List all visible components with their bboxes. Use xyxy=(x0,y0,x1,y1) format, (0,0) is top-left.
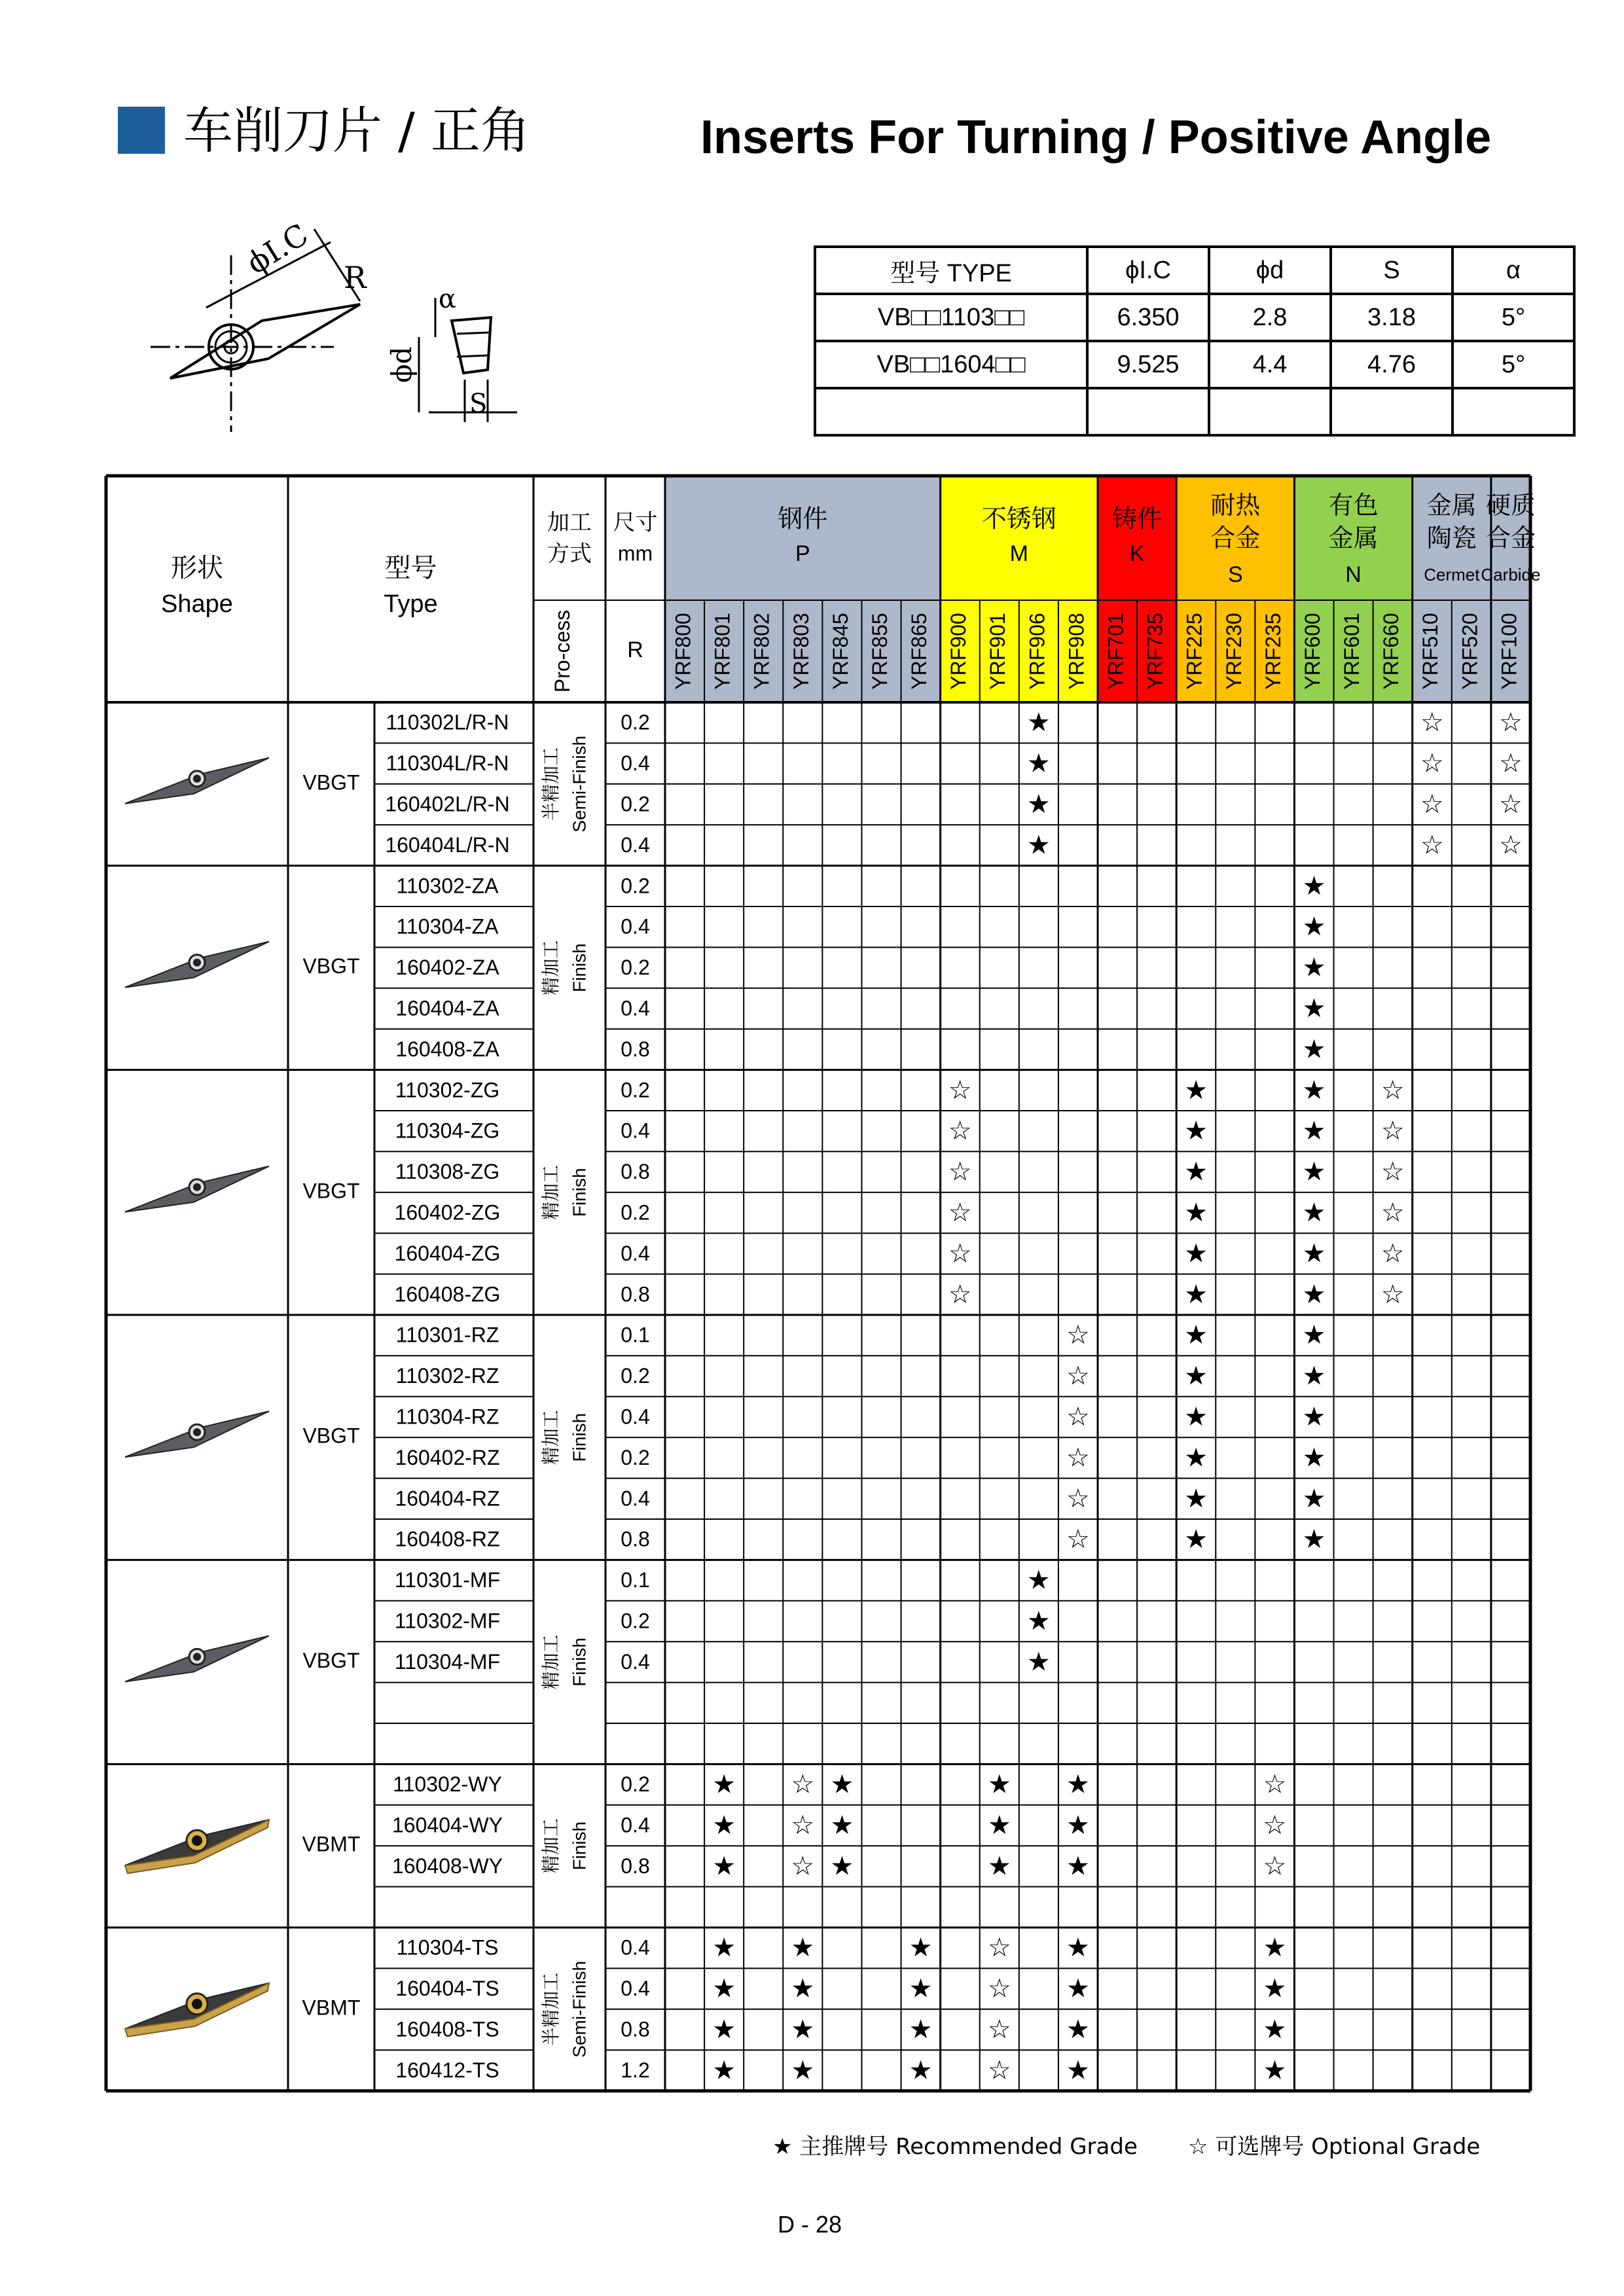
optional-star: ☆ xyxy=(987,2055,1011,2086)
optional-star: ☆ xyxy=(1066,1483,1090,1514)
grade-label-yrf100: YRF100 xyxy=(1497,613,1521,690)
recommended-star: ★ xyxy=(987,1810,1011,1840)
optional-star: ☆ xyxy=(1420,789,1444,819)
recommended-star: ★ xyxy=(1302,994,1326,1024)
recommended-star: ★ xyxy=(909,1933,933,1964)
optional-star: ☆ xyxy=(1499,708,1523,738)
optional-star: ☆ xyxy=(1499,748,1523,779)
recommended-star: ★ xyxy=(1263,1933,1287,1964)
recommended-star: ★ xyxy=(1184,1238,1208,1269)
process-en-label: Semi-Finish xyxy=(569,735,590,833)
legend-recommended: ★ 主推牌号 Recommended Grade xyxy=(772,2134,1138,2160)
corner-radius: 0.4 xyxy=(621,1977,650,2001)
recommended-star: ★ xyxy=(1026,1647,1051,1677)
grade-label-yrf801: YRF801 xyxy=(710,613,734,690)
grade-label-yrf901: YRF901 xyxy=(986,613,1010,690)
optional-star: ☆ xyxy=(1420,748,1444,779)
recommended-star: ★ xyxy=(791,2055,815,2086)
corner-radius: 0.4 xyxy=(621,1649,650,1674)
recommended-star: ★ xyxy=(1302,1238,1326,1269)
dimension-cell: VB□□1103□□ xyxy=(815,294,1087,341)
recommended-star: ★ xyxy=(1066,1973,1090,2004)
insert-image-vbmt-wy xyxy=(125,1820,269,1873)
dimension-cell: 3.18 xyxy=(1331,294,1453,341)
corner-radius: 0.4 xyxy=(621,914,650,939)
recommended-star: ★ xyxy=(1066,1769,1090,1800)
insert-code: 160404-ZA xyxy=(395,996,499,1020)
optional-star: ☆ xyxy=(791,1810,815,1840)
optional-star: ☆ xyxy=(948,1157,972,1187)
corner-radius: 0.8 xyxy=(621,1282,650,1306)
optional-star: ☆ xyxy=(1066,1402,1090,1432)
insert-type-label: VBGT xyxy=(302,1424,360,1448)
recommended-star: ★ xyxy=(909,2055,933,2086)
dimension-header-cell: 型号 TYPE xyxy=(815,247,1087,294)
optional-star: ☆ xyxy=(791,1851,815,1882)
type-header-cn: 型号 xyxy=(384,553,437,583)
recommended-star: ★ xyxy=(1184,1075,1208,1105)
recommended-star: ★ xyxy=(1184,1279,1208,1310)
insert-image-vbgt-za xyxy=(125,942,269,988)
diagram-label-alpha: α xyxy=(439,284,457,314)
grade-group-name: 耐热合金 xyxy=(1210,491,1261,552)
corner-radius: 0.2 xyxy=(621,1200,650,1225)
recommended-star: ★ xyxy=(1184,1320,1208,1351)
insert-code: 160408-RZ xyxy=(395,1527,500,1551)
optional-star: ☆ xyxy=(1499,789,1523,819)
grade-group-code: M xyxy=(1009,541,1028,566)
recommended-star: ★ xyxy=(712,1851,736,1882)
corner-radius: 0.2 xyxy=(621,1772,650,1797)
page-title-en: Inserts For Turning / Positive Angle xyxy=(700,111,1492,164)
recommended-star: ★ xyxy=(1302,1524,1326,1555)
corner-radius: 0.1 xyxy=(621,1568,650,1592)
insert-code: 160404L/R-N xyxy=(385,833,510,857)
recommended-star: ★ xyxy=(1184,1361,1208,1391)
optional-star: ☆ xyxy=(1380,1157,1405,1187)
optional-star: ☆ xyxy=(1420,708,1444,738)
type-header-en: Type xyxy=(384,590,438,619)
corner-radius: 0.8 xyxy=(621,1037,650,1061)
recommended-star: ★ xyxy=(1302,1361,1326,1391)
insert-code: 160408-ZG xyxy=(394,1282,501,1306)
recommended-star: ★ xyxy=(1026,1565,1051,1596)
recommended-star: ★ xyxy=(1302,912,1326,942)
grade-group-name: 不锈钢 xyxy=(981,504,1056,533)
insert-code: 110304-RZ xyxy=(395,1405,499,1429)
corner-radius: 0.4 xyxy=(621,1241,650,1265)
grade-label-yrf510: YRF510 xyxy=(1418,613,1443,690)
optional-star: ☆ xyxy=(1066,1443,1090,1473)
corner-radius: 0.2 xyxy=(621,792,650,816)
optional-star: ☆ xyxy=(1380,1238,1405,1269)
corner-radius: 0.8 xyxy=(621,2017,650,2041)
recommended-star: ★ xyxy=(712,1769,736,1800)
insert-image-vbmt-ts xyxy=(125,1983,269,2037)
insert-code: 110302-WY xyxy=(393,1772,502,1797)
grade-group-name: 硬质合金 xyxy=(1485,491,1536,552)
insert-image-vbgt-mf xyxy=(125,1636,269,1681)
grade-label-yrf660: YRF660 xyxy=(1379,613,1403,690)
process-cn-label: 精加工 xyxy=(540,1818,562,1874)
recommended-star: ★ xyxy=(791,1973,815,2004)
process-en-label: Semi-Finish xyxy=(569,1960,590,2058)
recommended-star: ★ xyxy=(1026,708,1051,738)
insert-code: 110302L/R-N xyxy=(386,710,509,734)
corner-radius: 0.2 xyxy=(621,874,650,898)
recommended-star: ★ xyxy=(1302,1483,1326,1514)
recommended-star: ★ xyxy=(909,2015,933,2045)
insert-type-label: VBGT xyxy=(302,1648,360,1672)
recommended-star: ★ xyxy=(1184,1443,1208,1473)
corner-radius: 0.8 xyxy=(621,1527,650,1551)
insert-code: 160412-TS xyxy=(395,2058,499,2082)
process-cn-label: 精加工 xyxy=(540,1410,562,1465)
page-title-cn: 车削刀片 / 正角 xyxy=(183,101,530,160)
shape-header-cn: 形状 xyxy=(171,553,223,583)
corner-radius: 0.4 xyxy=(621,1813,650,1837)
insert-code: 160402-RZ xyxy=(395,1445,500,1469)
dimension-header-cell: S xyxy=(1331,247,1453,294)
recommended-star: ★ xyxy=(1302,1198,1326,1228)
corner-radius: 0.4 xyxy=(621,996,650,1020)
insert-code: 110301-MF xyxy=(394,1568,501,1592)
grade-group-code: N xyxy=(1345,562,1362,587)
process-cn-label: 精加工 xyxy=(540,1634,562,1690)
optional-star: ☆ xyxy=(1380,1279,1405,1310)
corner-radius: 0.2 xyxy=(621,1078,650,1102)
insert-code: 110301-RZ xyxy=(395,1323,499,1347)
size-header-unit: mm xyxy=(617,541,653,565)
recommended-star: ★ xyxy=(909,1973,933,2004)
recommended-star: ★ xyxy=(791,1933,815,1964)
process-en-label: Finish xyxy=(569,943,590,992)
grade-group-name: 有色金属 xyxy=(1328,491,1379,552)
corner-radius: 0.2 xyxy=(621,1609,650,1633)
dimension-header-cell: ϕd xyxy=(1209,247,1331,294)
optional-star: ☆ xyxy=(1380,1116,1405,1147)
optional-star: ☆ xyxy=(1066,1524,1090,1555)
dimension-cell: 9.525 xyxy=(1087,341,1209,388)
recommended-star: ★ xyxy=(1066,2055,1090,2086)
recommended-star: ★ xyxy=(1184,1402,1208,1432)
dimension-header-cell: α xyxy=(1453,247,1574,294)
recommended-star: ★ xyxy=(1302,1157,1326,1187)
recommended-star: ★ xyxy=(1302,870,1326,901)
process-sub-header: Pro-cess xyxy=(550,609,574,693)
optional-star: ☆ xyxy=(948,1075,972,1105)
insert-code: 110304-TS xyxy=(396,1935,499,1960)
grade-label-yrf865: YRF865 xyxy=(907,613,931,690)
size-header-cn: 尺寸 xyxy=(613,509,658,536)
corner-radius: 0.8 xyxy=(621,1160,650,1184)
grade-group-code: Cermet xyxy=(1424,564,1480,584)
optional-star: ☆ xyxy=(987,1933,1011,1964)
recommended-star: ★ xyxy=(1263,2015,1287,2045)
insert-code: 110302-ZA xyxy=(396,874,499,898)
legend-optional: ☆ 可选牌号 Optional Grade xyxy=(1188,2134,1481,2160)
grade-label-yrf701: YRF701 xyxy=(1104,613,1128,690)
diagram-label-ic: ϕI.C xyxy=(240,216,315,281)
recommended-star: ★ xyxy=(1302,1320,1326,1351)
insert-image-vbgt-zg xyxy=(125,1166,269,1212)
corner-radius: 0.4 xyxy=(621,833,650,857)
insert-code: 110302-MF xyxy=(394,1609,501,1633)
dimension-cell: VB□□1604□□ xyxy=(815,341,1087,388)
recommended-star: ★ xyxy=(987,1769,1011,1800)
grade-group-code: P xyxy=(795,541,810,566)
optional-star: ☆ xyxy=(987,2015,1011,2045)
dimension-cell: 5° xyxy=(1453,341,1574,388)
optional-star: ☆ xyxy=(1263,1810,1287,1840)
recommended-star: ★ xyxy=(712,2015,736,2045)
grade-label-yrf908: YRF908 xyxy=(1064,613,1089,690)
insert-code: 160404-RZ xyxy=(395,1486,500,1511)
dimension-cell: 2.8 xyxy=(1209,294,1331,341)
insert-type-label: VBGT xyxy=(302,1179,360,1203)
optional-star: ☆ xyxy=(948,1279,972,1310)
corner-radius: 1.2 xyxy=(621,2058,650,2082)
insert-code: 160402-ZA xyxy=(395,956,499,980)
insert-code: 110302-RZ xyxy=(395,1364,499,1388)
grade-group-name: 钢件 xyxy=(778,504,828,533)
grade-group-name: 铸件 xyxy=(1112,504,1163,533)
grade-label-yrf803: YRF803 xyxy=(789,613,813,690)
optional-star: ☆ xyxy=(948,1238,972,1269)
insert-image-vbgt-n xyxy=(125,758,269,804)
optional-star: ☆ xyxy=(1420,830,1444,861)
insert-type-label: VBGT xyxy=(302,954,360,978)
grade-label-yrf235: YRF235 xyxy=(1261,613,1285,690)
optional-star: ☆ xyxy=(1380,1198,1405,1228)
recommended-star: ★ xyxy=(791,2015,815,2045)
recommended-star: ★ xyxy=(1302,1279,1326,1310)
optional-star: ☆ xyxy=(791,1769,815,1800)
optional-star: ☆ xyxy=(1263,1851,1287,1882)
grade-group-code: S xyxy=(1227,562,1243,587)
dimension-cell: 4.76 xyxy=(1331,341,1453,388)
process-en-label: Finish xyxy=(569,1168,590,1217)
process-header-cn: 方式 xyxy=(547,541,592,567)
dimension-header-cell: ϕI.C xyxy=(1087,247,1209,294)
process-cn-label: 半精加工 xyxy=(540,1972,562,2046)
process-cn-label: 精加工 xyxy=(540,940,562,996)
corner-radius: 0.2 xyxy=(621,710,650,734)
recommended-star: ★ xyxy=(1026,748,1051,779)
process-cn-label: 精加工 xyxy=(540,1164,562,1220)
insert-code: 160408-TS xyxy=(395,2017,499,2041)
dimension-cell: 5° xyxy=(1453,294,1574,341)
recommended-star: ★ xyxy=(1302,1402,1326,1432)
insert-code: 160404-WY xyxy=(392,1813,503,1837)
insert-code: 110304L/R-N xyxy=(386,751,509,776)
insert-type-label: VBGT xyxy=(302,770,360,795)
process-cn-label: 半精加工 xyxy=(540,747,562,821)
recommended-star: ★ xyxy=(1184,1198,1208,1228)
diagram-label-d: ϕd xyxy=(386,346,418,383)
optional-star: ☆ xyxy=(987,1973,1011,2004)
recommended-star: ★ xyxy=(1066,1851,1090,1882)
grade-label-yrf800: YRF800 xyxy=(671,613,695,690)
insert-code: 160408-WY xyxy=(392,1854,503,1878)
recommended-star: ★ xyxy=(1302,1034,1326,1065)
insert-image-vbgt-rz xyxy=(125,1411,269,1457)
insert-code: 110302-ZG xyxy=(395,1078,500,1102)
optional-star: ☆ xyxy=(948,1116,972,1147)
process-header-cn: 加工 xyxy=(547,509,592,536)
grade-label-yrf600: YRF600 xyxy=(1300,613,1324,690)
corner-radius: 0.8 xyxy=(621,1854,650,1878)
process-en-label: Finish xyxy=(569,1821,590,1871)
insert-code: 110304-ZA xyxy=(396,914,499,939)
corner-radius: 0.4 xyxy=(621,751,650,776)
optional-star: ☆ xyxy=(1066,1361,1090,1391)
grade-label-yrf906: YRF906 xyxy=(1025,613,1049,690)
recommended-star: ★ xyxy=(1066,2015,1090,2045)
recommended-star: ★ xyxy=(712,1810,736,1840)
insert-code: 110304-MF xyxy=(394,1649,501,1674)
grade-label-yrf601: YRF601 xyxy=(1340,613,1364,690)
diagram-label-s: S xyxy=(469,389,488,419)
diagram-label-r: R xyxy=(344,260,367,295)
corner-radius: 0.4 xyxy=(621,1405,650,1429)
insert-code: 160408-ZA xyxy=(395,1037,499,1061)
recommended-star: ★ xyxy=(1263,2055,1287,2086)
optional-star: ☆ xyxy=(948,1198,972,1228)
shape-header-en: Shape xyxy=(161,590,233,619)
recommended-star: ★ xyxy=(1026,789,1051,819)
recommended-star: ★ xyxy=(1066,1810,1090,1840)
optional-star: ☆ xyxy=(1499,830,1523,861)
insert-code: 110304-ZG xyxy=(395,1119,500,1143)
size-sub-header: R xyxy=(627,637,643,662)
corner-radius: 0.4 xyxy=(621,1935,650,1960)
optional-star: ☆ xyxy=(1380,1075,1405,1105)
insert-code: 110308-ZG xyxy=(395,1160,500,1184)
page-number: D - 28 xyxy=(778,2211,842,2238)
recommended-star: ★ xyxy=(1263,1973,1287,2004)
grade-label-yrf520: YRF520 xyxy=(1458,613,1482,690)
recommended-star: ★ xyxy=(1302,952,1326,983)
process-en-label: Finish xyxy=(569,1638,590,1687)
recommended-star: ★ xyxy=(1026,1606,1051,1636)
dimension-cell: 4.4 xyxy=(1209,341,1331,388)
recommended-star: ★ xyxy=(1302,1116,1326,1147)
corner-radius: 0.4 xyxy=(621,1486,650,1511)
recommended-star: ★ xyxy=(1302,1443,1326,1473)
corner-radius: 0.2 xyxy=(621,956,650,980)
insert-type-label: VBMT xyxy=(302,1832,361,1856)
dimension-cell: 6.350 xyxy=(1087,294,1209,341)
grade-label-yrf225: YRF225 xyxy=(1182,613,1206,690)
recommended-star: ★ xyxy=(830,1851,854,1882)
optional-star: ☆ xyxy=(1066,1320,1090,1351)
insert-type-label: VBMT xyxy=(302,1996,361,2020)
recommended-star: ★ xyxy=(1184,1524,1208,1555)
corner-radius: 0.2 xyxy=(621,1445,650,1469)
corner-radius: 0.2 xyxy=(621,1364,650,1388)
corner-radius: 0.4 xyxy=(621,1119,650,1143)
grade-label-yrf735: YRF735 xyxy=(1143,613,1167,690)
recommended-star: ★ xyxy=(712,1973,736,2004)
recommended-star: ★ xyxy=(830,1769,854,1800)
recommended-star: ★ xyxy=(830,1810,854,1840)
insert-code: 160402-ZG xyxy=(394,1200,501,1225)
grade-label-yrf230: YRF230 xyxy=(1221,613,1246,690)
recommended-star: ★ xyxy=(1026,830,1051,861)
insert-code: 160404-ZG xyxy=(394,1241,501,1265)
grade-label-yrf845: YRF845 xyxy=(828,613,852,690)
recommended-star: ★ xyxy=(1184,1483,1208,1514)
grade-group-name: 金属陶瓷 xyxy=(1426,491,1477,552)
optional-star: ☆ xyxy=(1263,1769,1287,1800)
grade-group-code: Carbide xyxy=(1481,564,1541,584)
recommended-star: ★ xyxy=(1302,1075,1326,1105)
grade-label-yrf802: YRF802 xyxy=(749,613,774,690)
insert-code: 160402L/R-N xyxy=(385,792,510,816)
insert-code: 160404-TS xyxy=(395,1977,499,2001)
recommended-star: ★ xyxy=(1184,1157,1208,1187)
recommended-star: ★ xyxy=(1066,1933,1090,1964)
recommended-star: ★ xyxy=(712,1933,736,1964)
corner-radius: 0.1 xyxy=(621,1323,650,1347)
recommended-star: ★ xyxy=(987,1851,1011,1882)
grade-group-code: K xyxy=(1129,541,1145,566)
grade-label-yrf855: YRF855 xyxy=(867,613,892,690)
process-en-label: Finish xyxy=(569,1412,590,1462)
recommended-star: ★ xyxy=(1184,1116,1208,1147)
grade-label-yrf900: YRF900 xyxy=(947,613,971,690)
recommended-star: ★ xyxy=(712,2055,736,2086)
